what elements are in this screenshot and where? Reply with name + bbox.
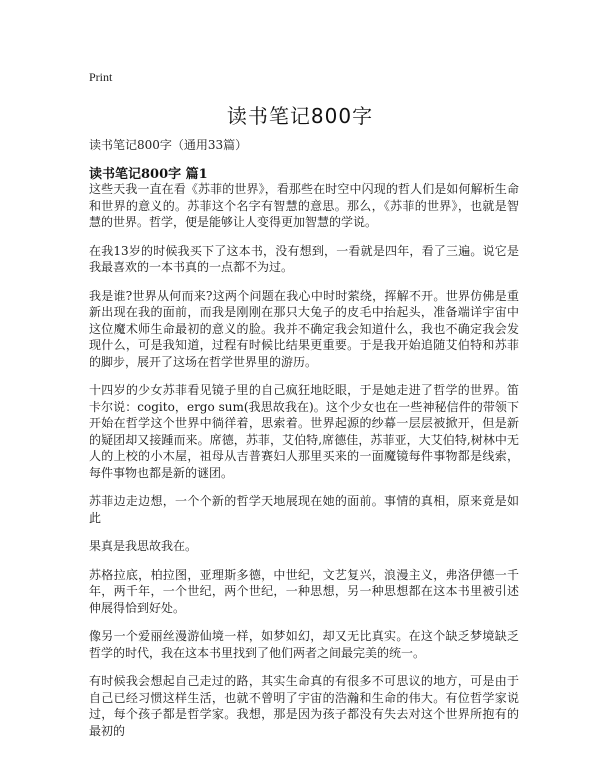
paragraph: 果真是我思故我在。 <box>89 539 198 553</box>
document-subtitle: 读书笔记800字（通用33篇） <box>89 138 248 152</box>
article-body <box>89 181 519 751</box>
paragraph: 在我13岁的时候我买下了这本书，没有想到，一看就是四年，看了三遍。说它是我最喜欢的一本书真的一点都不为过。 <box>89 243 519 274</box>
paragraph: 苏格拉底，柏拉图，亚理斯多德，中世纪，文艺复兴，浪漫主义，弗洛伊德一千年，两千年，一个世纪，两个世纪，一种思想，另一种思想都在这本书里被引述伸展得恰到好处。 <box>89 567 519 615</box>
paragraph: 像另一个爱丽丝漫游仙境一样，如梦如幻，却又无比真实。在这个缺乏梦境缺乏哲学的时代，我在这本书里找到了他们两者之间最完美的统一。 <box>89 629 519 660</box>
paragraph: 十四岁的少女苏菲看见镜子里的自己疯狂地眨眼，于是她走进了哲学的世界。笛卡尔说：cogito，ergo sum(我思故我在)。这个少女也在一些神秘信件的带领下开始在哲学这个世界中徜徉着，思索着。世界起源的纱幕一层层被掀开，但是新的疑团却又接踵而来。席德，苏菲，艾伯特,席德佳，苏菲亚，大艾伯特,树林中无人的上校的小木屋，祖母从吉普赛妇人那里买来的一面魔镜每件事物都是线索，每件事物也都是新的谜团。 <box>89 383 519 480</box>
paragraph: 苏菲边走边想，一个个新的哲学天地展现在她的面前。事情的真相，原来竟是如此 <box>89 494 519 525</box>
print-link[interactable]: Print <box>89 70 113 84</box>
paragraph: 这些天我一直在看《苏菲的世界》，看那些在时空中闪现的哲人们是如何解析生命和世界的意义的。苏菲这个名字有智慧的意思。那么，《苏菲的世界》，也就是智慧的世界。哲学，便是能够让人变得更加智慧的学说。 <box>89 182 519 229</box>
paragraph: 有时候我会想起自己走过的路，其实生命真的有很多不可思议的地方，可是由于自己已经习惯这样生活，也就不曾明了宇宙的浩瀚和生命的伟大。有位哲学家说过，每个孩子都是哲学家。我想，那是因为孩子都没有失去对这个世界所抱有的最初的 <box>89 674 519 738</box>
section-heading: 读书笔记800字 篇1 <box>89 167 208 182</box>
paragraph: 我是谁?世界从何而来?这两个问题在我心中时时萦绕，挥解不开。世界仿佛是重新出现在我的面前，而我是刚刚在那只大兔子的皮毛中抬起头，准备端详宇宙中这位魔术师生命最初的意义的脸。我并不确定我会知道什么，我也不确定我会发现什么，可是我知道，过程有时候比结果更重要。于是我开始追随艾伯特和苏菲的脚步，展开了这场在哲学世界里的游历。 <box>89 288 519 369</box>
document-title: 读书笔记800字 <box>226 104 374 128</box>
